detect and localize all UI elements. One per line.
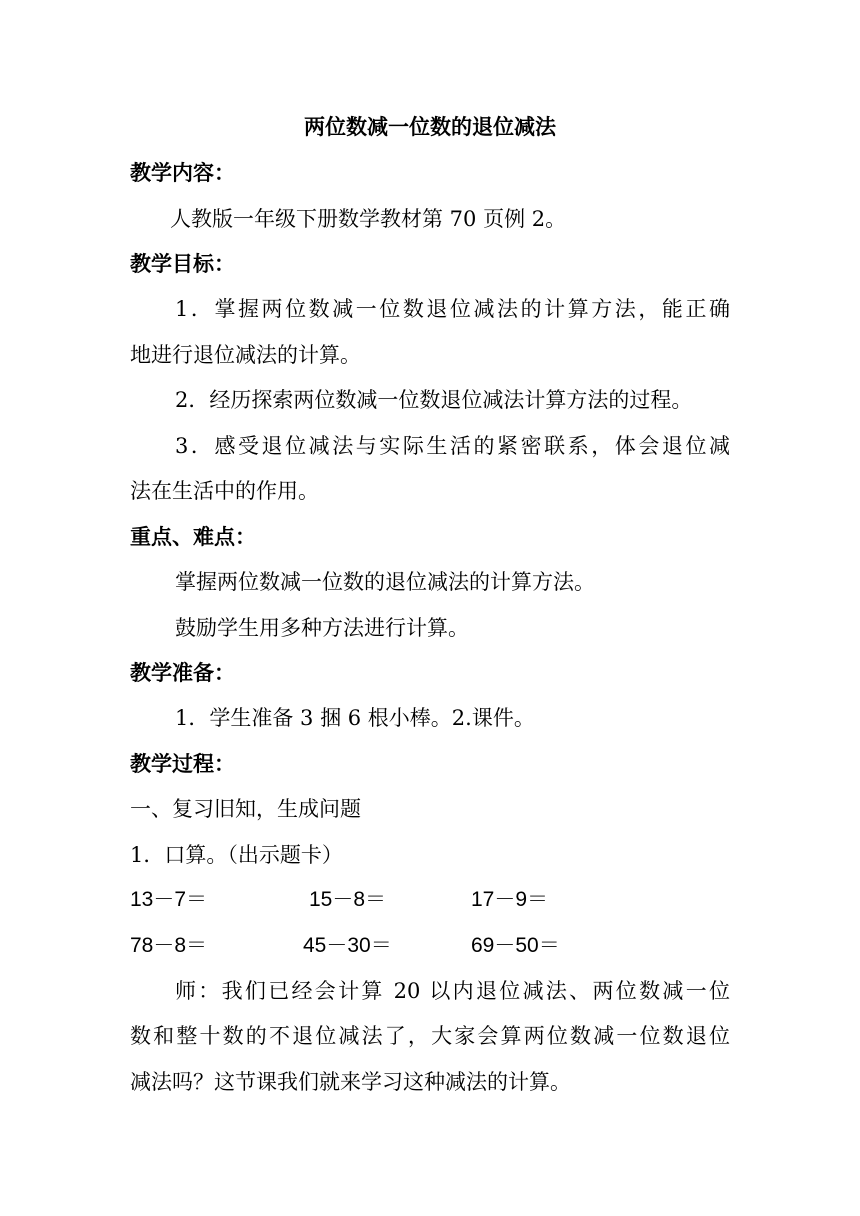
teacher-line-1: 师：我们已经会计算 20 以内退位减法、两位数减一位 [175,979,730,1003]
calc-item: 45－30＝ [303,934,392,957]
calc-item: 69－50＝ [471,934,560,957]
key-heading: 重点、难点： [130,525,256,549]
oral-calc-label: 1．口算。（出示题卡） [130,843,343,867]
goal-3-line-2: 法在生活中的作用。 [130,479,319,503]
goals-heading: 教学目标： [130,252,235,276]
prep-text: 1．学生准备 3 捆 6 根小棒。2.课件。 [175,706,535,730]
goal-2: 2．经历探索两位数减一位数退位减法计算方法的过程。 [175,388,693,412]
goal-3-line-1: 3．感受退位减法与实际生活的紧密联系，体会退位减 [175,434,730,458]
key-point-text: 掌握两位数减一位数的退位减法的计算方法。 [175,570,595,594]
step-1-title: 一、复习旧知，生成问题 [130,797,361,821]
teacher-line-3: 减法吗？这节课我们就来学习这种减法的计算。 [130,1070,571,1094]
goal-1-line-2: 地进行退位减法的计算。 [130,343,361,367]
goal-1-line-1: 1．掌握两位数减一位数退位减法的计算方法，能正确 [175,297,730,321]
calc-item: 15－8＝ [309,888,387,911]
calc-item: 78－8＝ [130,934,208,957]
calc-item: 13－7＝ [130,888,208,911]
difficulty-text: 鼓励学生用多种方法进行计算。 [175,616,469,640]
prep-heading: 教学准备： [130,661,235,685]
teacher-line-2: 数和整十数的不退位减法了，大家会算两位数减一位数退位 [130,1024,730,1048]
calc-item: 17－9＝ [471,888,549,911]
content-text: 人教版一年级下册数学教材第 70 页例 2。 [170,207,567,231]
document-title: 两位数减一位数的退位减法 [304,115,556,139]
content-heading: 教学内容： [130,161,235,185]
process-heading: 教学过程： [130,752,235,776]
